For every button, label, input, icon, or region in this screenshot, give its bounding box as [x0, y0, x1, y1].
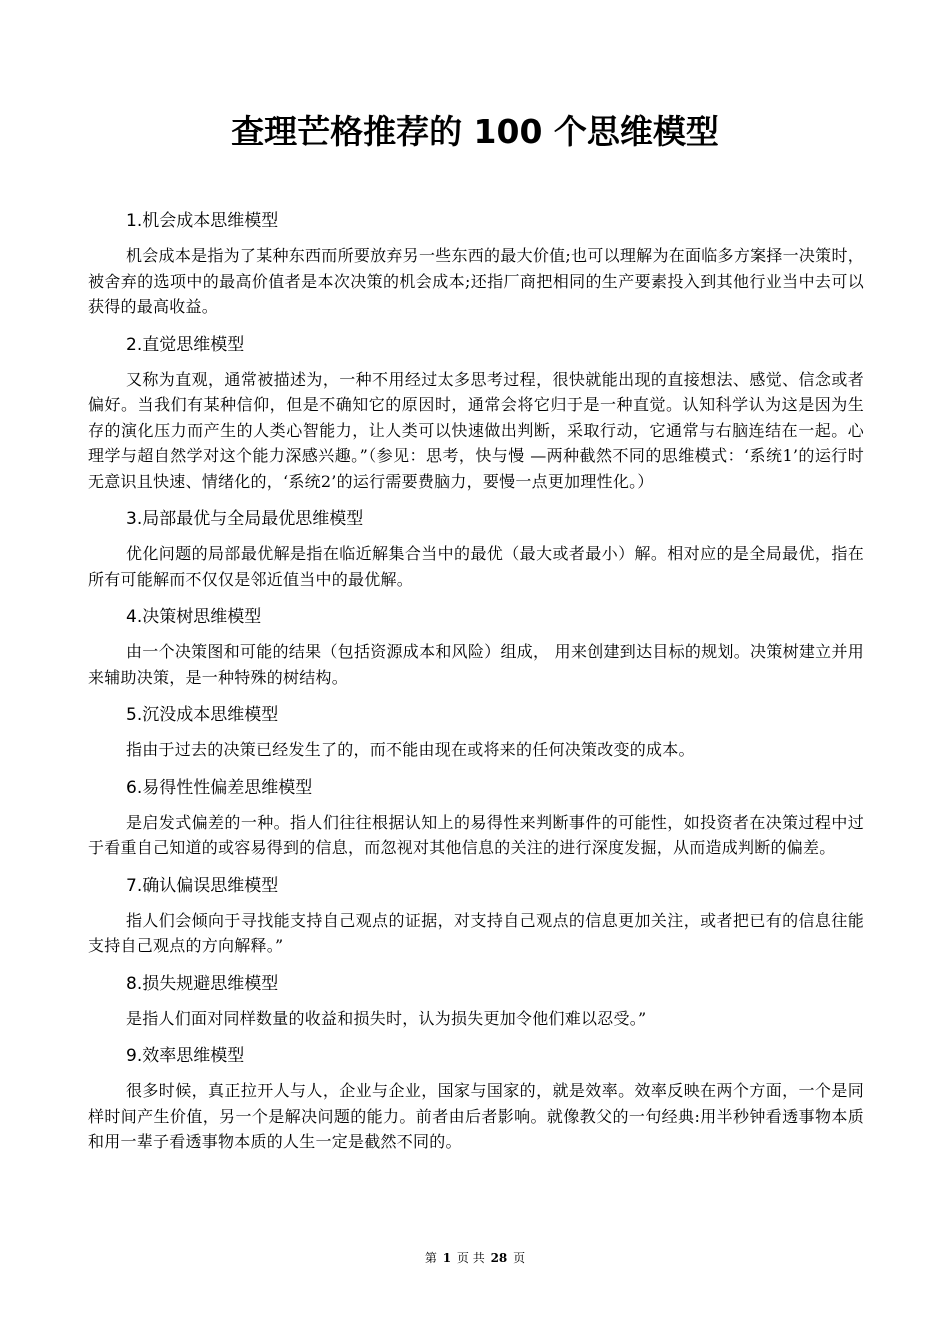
section [88, 604, 864, 690]
section [88, 702, 864, 763]
section-body: 是启发式偏差的一种。指人们往往根据认知上的易得性来判断事件的可能性，如投资者在决策过程中过于看重自己知道的或容易得到的信息，而忽视对其他信息的关注的进行深度发掘，从而造成判断的偏差。 [88, 812, 864, 857]
section-body: 由一个决策图和可能的结果（包括资源成本和风险）组成， 用来创建到达目标的规划。决策树建立并用来辅助决策，是一种特殊的树结构。 [88, 642, 864, 687]
section-body: 是指人们面对同样数量的收益和损失时，认为损失更加令他们难以忍受。” [126, 1008, 647, 1028]
section-heading: 9.效率思维模型 [126, 1046, 245, 1066]
section-heading: 2.直觉思维模型 [126, 334, 245, 355]
section-heading: 6.易得性性偏差思维模型 [126, 777, 313, 798]
document-title: 查理芒格推荐的 100 个思维模型 [231, 112, 719, 151]
footer-prefix: 第 [424, 1251, 437, 1265]
section-body: 优化问题的局部最优解是指在临近解集合当中的最优（最大或者最小）解。相对应的是全局最优，指在所有可能解而不仅仅是邻近值当中的最优解。 [88, 544, 864, 589]
section [88, 971, 864, 1032]
section-heading: 3.局部最优与全局最优思维模型 [126, 509, 364, 529]
footer-total-pages: 28 [490, 1251, 508, 1265]
section [88, 332, 864, 495]
section [88, 1043, 864, 1155]
section-body: 指由于过去的决策已经发生了的，而不能由现在或将来的任何决策改变的成本。 [126, 740, 695, 759]
page-footer [0, 1249, 950, 1267]
footer-middle: 页 共 [456, 1251, 485, 1265]
section [88, 873, 864, 959]
section-heading: 8.损失规避思维模型 [126, 973, 279, 994]
section-heading: 1.机会成本思维模型 [126, 211, 279, 231]
section [88, 208, 864, 320]
section-body: 很多时候，真正拉开人与人，企业与企业，国家与国家的，就是效率。效率反映在两个方面，一个是同样时间产生价值，另一个是解决问题的能力。前者由后者影响。就像教父的一句经典:用半秒钟看透事物本质和用一辈子看透事物本质的人生一定是截然不同的。 [88, 1081, 864, 1151]
section-heading: 4.决策树思维模型 [126, 607, 262, 627]
section-body: 机会成本是指为了某种东西而所要放弃另一些东西的最大价值;也可以理解为在面临多方案择一决策时，被舍弃的选项中的最高价值者是本次决策的机会成本;还指厂商把相同的生产要素投入到其他行业当中去可以获得的最高收益。 [88, 246, 864, 316]
section [88, 775, 864, 861]
footer-suffix: 页 [513, 1251, 526, 1265]
section-heading: 7.确认偏误思维模型 [126, 875, 279, 896]
section [88, 506, 864, 592]
footer-page-number: 1 [442, 1251, 452, 1265]
document-content [88, 208, 864, 1167]
section-body: 又称为直观，通常被描述为，一种不用经过太多思考过程，很快就能出现的直接想法、感觉、信念或者偏好。当我们有某种信仰，但是不确知它的原因时，通常会将它归于是一种直觉。认知科学认为这是因为生存的演化压力而产生的人类心智能力，让人类可以快速做出判断，采取行动，它通常与右脑连结在一起。心理学与超自然学对这个能力深感兴趣。”（参见：思考，快与慢 —两种截然不同的思维模式：‘系统1’的运行时无意识且快速、情绪化的，‘系统2’的运行需要费脑力，要慢一点更加理性化。） [88, 369, 864, 491]
section-body: 指人们会倾向于寻找能支持自己观点的证据，对支持自己观点的信息更加关注，或者把已有的信息往能支持自己观点的方向解释。” [88, 910, 864, 955]
section-heading: 5.沉没成本思维模型 [126, 705, 279, 725]
